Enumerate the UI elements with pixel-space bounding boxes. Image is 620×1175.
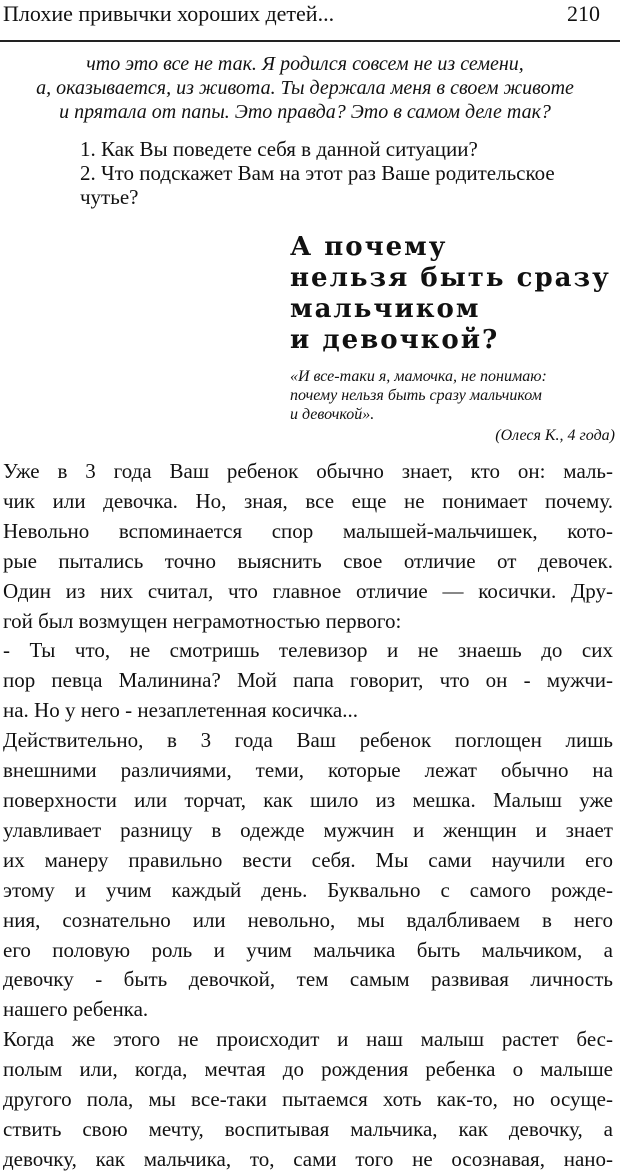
running-header xyxy=(0,0,620,42)
body-line: внешними различиями, теми, которые лежат обычно на xyxy=(3,758,613,783)
body-line: Действительно, в 3 года Ваш ребенок поглощен лишь xyxy=(3,728,613,753)
heading-line: нельзя быть сразу xyxy=(290,263,611,293)
body-line: на. Но у него - незаплетенная косичка... xyxy=(3,698,359,723)
body-line: девочку, как мальчика, то, сами того не осознавая, нано- xyxy=(3,1146,613,1171)
body-line: чик или девочка. Но, зная, все еще не понимает почему. xyxy=(3,488,613,513)
heading-line: А почему xyxy=(290,232,448,262)
body-line: гой был возмущен неграмотностью первого: xyxy=(3,608,402,633)
question-list xyxy=(80,137,610,209)
body-line: ствить свою мечту, воспитывая мальчика, как девочку, а xyxy=(3,1116,613,1141)
quote-line: что это все не так. Я родился совсем не из семени, xyxy=(86,53,524,75)
page-number: 210 xyxy=(567,1,600,26)
body-line: - Ты что, не смотришь телевизор и не знаешь до сих xyxy=(3,638,613,663)
quote-line: и прятала от папы. Это правда? Это в самом деле так? xyxy=(59,101,551,123)
question-item: 1. Как Вы поведете себя в данной ситуации? xyxy=(80,137,478,161)
body-line: его половую роль и учим мальчика быть мальчиком, а xyxy=(3,937,613,962)
body-line: нашего ребенка. xyxy=(3,997,149,1022)
body-line: улавливает разницу в одежде мужчин и женщин и знает xyxy=(3,817,613,842)
epigraph-author: (Олеся К., 4 года) xyxy=(495,427,615,444)
body-line: ния, сознательно или невольно, мы вдалбливаем в него xyxy=(3,907,613,932)
question-item: 2. Что подскажет Вам на этот раз Ваше родительское чутье? xyxy=(80,161,555,209)
body-line: их манеру правильно вести себя. Мы сами научили его xyxy=(3,847,613,872)
body-line: девочку - быть девочкой, тем самым развивая личность xyxy=(3,967,613,992)
body-line: Невольно вспоминается спор малышей-мальчишек, кото- xyxy=(3,518,613,543)
body-line: этому и учим каждый день. Буквально с самого рожде- xyxy=(3,877,613,902)
body-line: другого пола, мы все-таки пытаемся хоть как-то, но осуще- xyxy=(3,1087,613,1112)
epigraph-line: почему нельзя быть сразу мальчиком xyxy=(290,387,542,404)
epigraph-line: и девочкой». xyxy=(290,406,375,423)
body-line: Когда же этого не происходит и наш малыш растет бес- xyxy=(3,1027,613,1052)
top-quote xyxy=(10,52,600,124)
body-line: пор певца Малинина? Мой папа говорит, что он - мужчи- xyxy=(3,668,613,693)
section-heading xyxy=(290,232,610,356)
epigraph-line: «И все-таки я, мамочка, не понимаю: xyxy=(290,368,547,385)
body-text xyxy=(3,457,613,1175)
epigraph xyxy=(290,367,615,445)
book-title: Плохие привычки хороших детей... xyxy=(3,1,335,26)
body-line: Уже в 3 года Ваш ребенок обычно знает, кто он: маль- xyxy=(3,459,613,483)
body-line: полым или, когда, мечтая до рождения ребенка о малыше xyxy=(3,1057,613,1082)
heading-line: и девочкой? xyxy=(290,325,500,355)
quote-line: а, оказывается, из живота. Ты держала меня в своем животе xyxy=(36,77,574,99)
body-line: Один из них считал, что главное отличие — косички. Дру- xyxy=(3,578,613,603)
body-line: рые пытались точно выяснить свое отличие от девочек. xyxy=(3,548,613,573)
body-line: поверхности или торчат, как шило из мешка. Малыш уже xyxy=(3,787,613,812)
heading-line: мальчиком xyxy=(290,294,481,324)
